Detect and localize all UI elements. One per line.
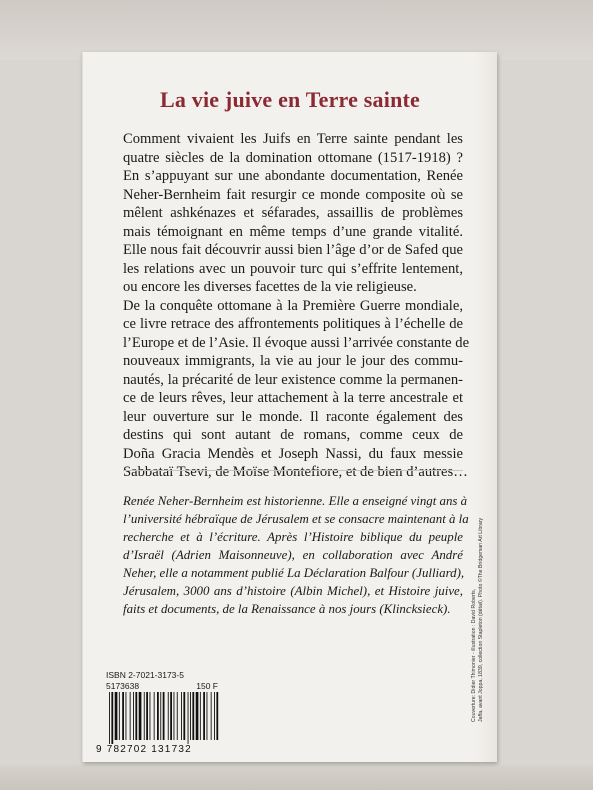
description-line: En s’appuyant sur une abondante documentation, Renée bbox=[123, 168, 463, 184]
barcode-bar bbox=[154, 692, 155, 740]
barcode-bar bbox=[200, 692, 201, 740]
description-line: ce livre retrace des affrontements politiques à l’échelle de bbox=[123, 316, 463, 332]
bio-line: l’université hébraïque de Jérusalem et se consacre maintenant à la bbox=[123, 512, 469, 526]
barcode-bar bbox=[196, 692, 199, 740]
barcode-bar bbox=[170, 692, 172, 740]
description-line: destins qui sont autant de romans, comme ceux de bbox=[123, 427, 463, 443]
description-text bbox=[123, 130, 470, 482]
barcode-bar bbox=[150, 692, 151, 740]
barcode-bar bbox=[126, 692, 127, 740]
cover-credits bbox=[471, 422, 485, 722]
barcode-bar bbox=[160, 692, 161, 740]
barcode-bar bbox=[192, 692, 194, 740]
description-line: mais témoignant en même temps d’une grande vitalité. bbox=[123, 223, 463, 240]
description-line: Sabbataï Tsevi, de Moïse Montefiore, et de bien d’autres… bbox=[123, 464, 468, 480]
barcode-bar bbox=[130, 692, 131, 740]
description-line: Doña Gracia Mendès et Joseph Nassi, du faux messie bbox=[123, 445, 463, 462]
barcode-bar bbox=[190, 692, 191, 740]
bio-line: Renée Neher-Bernheim est historienne. Elle a enseigné vingt ans à bbox=[123, 494, 468, 508]
background-top bbox=[0, 0, 593, 60]
author-bio bbox=[123, 492, 469, 618]
isbn-block bbox=[106, 670, 218, 692]
barcode-bar bbox=[207, 692, 208, 740]
barcode-bar bbox=[183, 692, 185, 740]
barcode-bar bbox=[109, 692, 110, 744]
background-bottom bbox=[0, 765, 593, 790]
barcode-bar bbox=[122, 692, 124, 740]
barcode-digits: 9 782702 131732 bbox=[96, 744, 192, 755]
barcode-bar bbox=[115, 692, 118, 740]
barcode-bar bbox=[146, 692, 148, 740]
barcode-bar bbox=[133, 692, 134, 740]
price-label: 150 F bbox=[196, 681, 218, 691]
description-line: De la conquête ottomane à la Première Guerre mondiale, bbox=[123, 297, 463, 314]
reference-number: 5173638 bbox=[106, 681, 140, 691]
bio-line: Jérusalem, 3000 ans d’histoire (Albin Michel), et Histoire juive, bbox=[123, 584, 463, 598]
isbn-number: ISBN 2-7021-3173-5 bbox=[106, 670, 184, 680]
barcode-bar bbox=[177, 692, 178, 740]
barcode-bar bbox=[174, 692, 175, 740]
description-line: ce de leurs rêves, leur attachement à la terre ancestrale et bbox=[123, 390, 463, 406]
description-line: ou encore les diverses facettes de la vie religieuse. bbox=[123, 279, 417, 295]
barcode-bar bbox=[181, 692, 182, 740]
barcode-bar bbox=[157, 692, 159, 740]
bio-line: d’Israël (Adrien Maisonneuve), en collaboration avec André bbox=[123, 548, 463, 562]
section-divider bbox=[123, 470, 463, 471]
bio-line: Neher, elle a notamment publié La Déclaration Balfour (Julliard), bbox=[123, 566, 465, 580]
description-line: les relations avec un pouvoir turc qui s’effrite lentement, bbox=[123, 260, 463, 277]
credits-line: Couverture: Didier Thimonier - illustration : David Roberts, bbox=[471, 588, 477, 722]
book-back-cover bbox=[82, 52, 497, 762]
bio-line: faits et documents, de la Renaissance à nos jours (Klincksieck). bbox=[123, 602, 451, 616]
barcode-bar bbox=[135, 692, 137, 740]
description-line: Comment vivaient les Juifs en Terre sainte pendant les bbox=[123, 131, 463, 147]
description-line: l’Europe et de l’Asie. Il évoque aussi l’arrivée constante de bbox=[123, 334, 470, 351]
description-line: nouveaux immigrants, la vie au jour le jour des commu- bbox=[123, 353, 463, 369]
description-line: quatre siècles de la domination ottomane (1517-1918) ? bbox=[123, 149, 463, 166]
description-line: leur ouverture sur le monde. Il raconte également des bbox=[123, 408, 463, 425]
credits-line: Jaffa, avant Joppa, 1839, collection Stapleton (détail). Photo ©The Bridgeman Art Library bbox=[478, 517, 484, 722]
description-line: Elle nous fait découvrir aussi bien l’âge d’or de Safed que bbox=[123, 242, 463, 258]
barcode-bar bbox=[211, 692, 212, 740]
barcode-bar bbox=[188, 692, 189, 744]
barcode-bar bbox=[163, 692, 165, 740]
barcode-bar bbox=[214, 692, 215, 740]
barcode-image bbox=[105, 692, 223, 744]
book-title: La vie juive en Terre sainte bbox=[159, 87, 420, 112]
bio-line: recherche et à l’écriture. Après l’Histoire biblique du peuple bbox=[123, 530, 463, 544]
barcode-bar bbox=[144, 692, 145, 740]
barcode-bar bbox=[111, 692, 113, 744]
barcode-bar bbox=[203, 692, 205, 740]
barcode-bar bbox=[168, 692, 169, 740]
description-line: Neher-Bernheim fait resurgir ce monde composite où se bbox=[123, 186, 463, 203]
description-line: mêlent ashkénazes et séfarades, assaillis de problèmes bbox=[123, 205, 463, 221]
barcode-bar bbox=[216, 692, 218, 740]
barcode-bar bbox=[119, 692, 120, 740]
barcode-bar bbox=[139, 692, 142, 740]
description-line: nautés, la précarité de leur existence comme la permanen- bbox=[123, 371, 463, 388]
